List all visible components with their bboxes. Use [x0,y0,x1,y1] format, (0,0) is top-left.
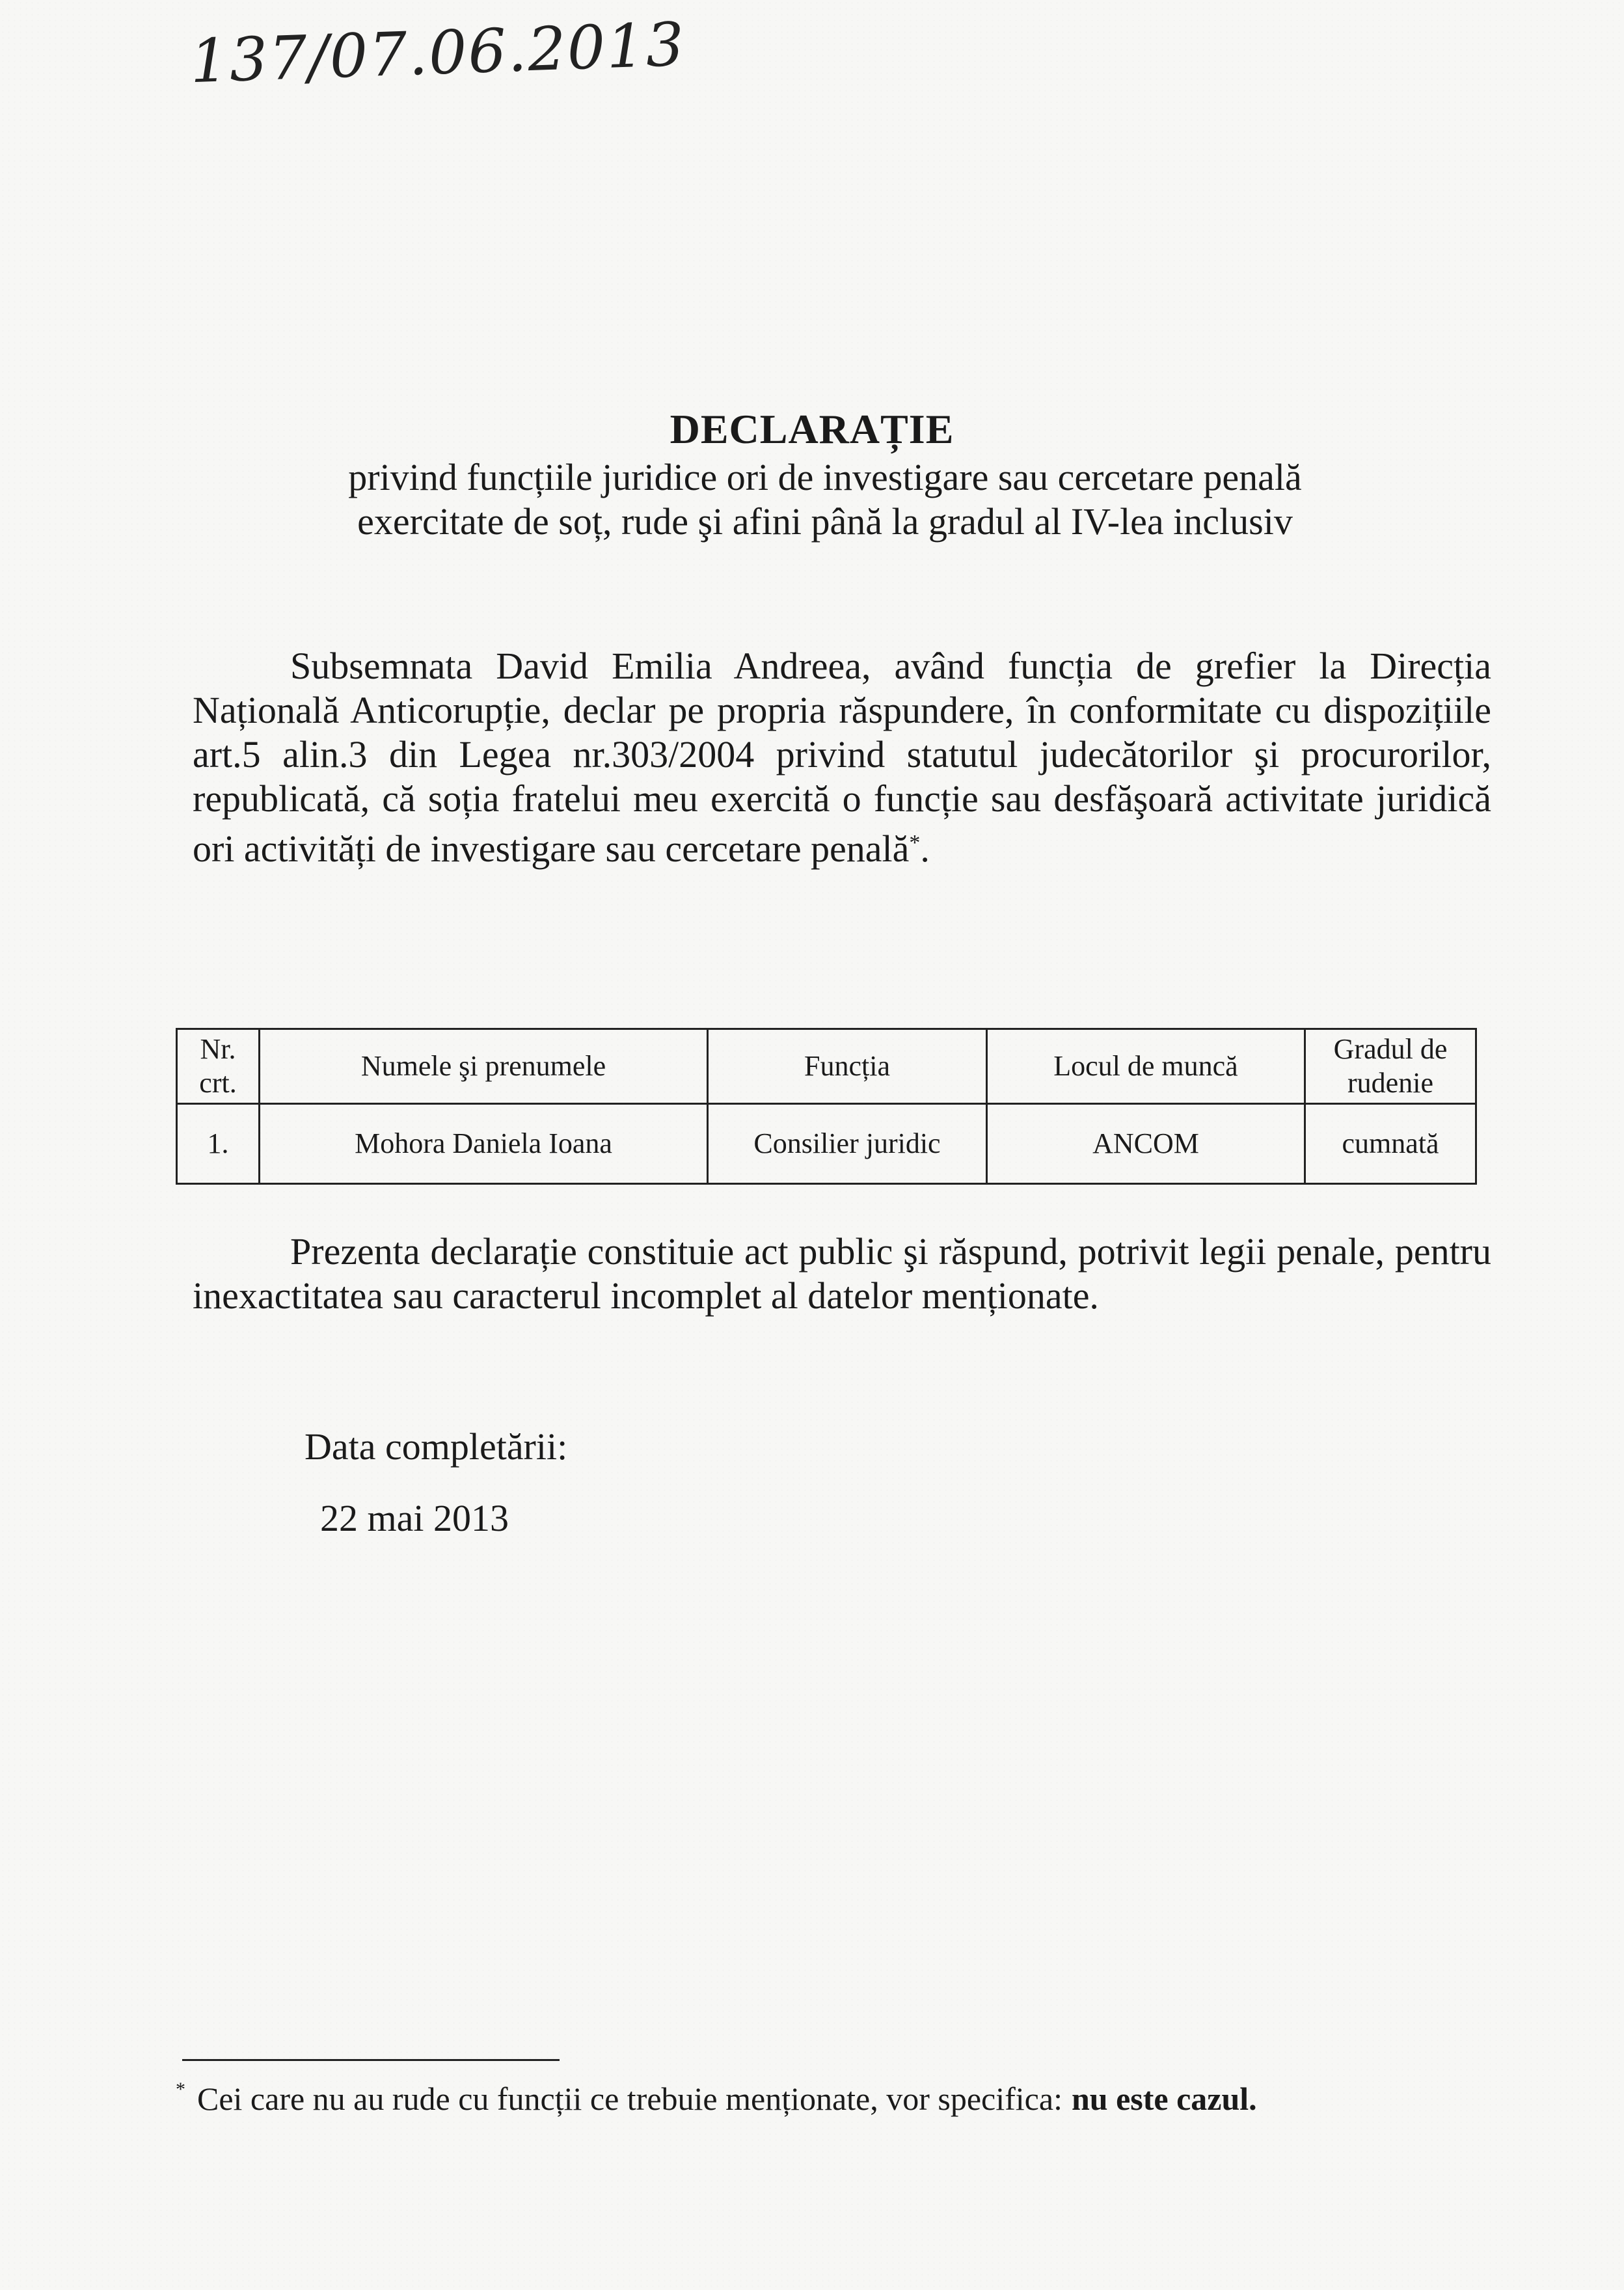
footnote-marker: * [909,831,921,855]
document-subtitle-line-2: exercitate de soț, rude şi afini până la gradul al IV-lea inclusiv [357,500,1293,543]
header-nr-crt: Nr. crt. [177,1029,260,1104]
statement-end: . [920,828,930,870]
cell-function: Consilier juridic [708,1104,987,1184]
completion-date: 22 mai 2013 [320,1497,509,1539]
footnote-star: * [176,2079,185,2100]
footnote-bold-text: nu este cazul. [1071,2081,1257,2117]
statement-paragraph [193,644,1491,871]
document-title: DECLARAȚIE [670,406,954,452]
cell-kinship-degree: cumnată [1305,1104,1476,1184]
document-subtitle-line-1: privind funcțiile juridice ori de investigare sau cercetare penală [348,456,1302,498]
footnote [176,2069,1257,2120]
cell-workplace: ANCOM [987,1104,1305,1184]
closing-statement: Prezenta declarație constituie act public şi răspund, potrivit legii penale, pentru inexactitatea sau caracterul incomplet al datelor menționate. [193,1230,1491,1317]
table-header-row [177,1029,1476,1104]
header-function: Funcția [708,1029,987,1104]
header-kinship-degree: Gradul de rudenie [1305,1029,1476,1104]
header-name: Numele şi prenumele [260,1029,708,1104]
footnote-text: Cei care nu au rude cu funcții ce trebuie menționate, vor specifica: [197,2081,1062,2117]
footnote-divider [182,2059,560,2061]
relatives-table [176,1028,1477,1185]
completion-date-label: Data completării: [304,1425,568,1468]
statement-text: Subsemnata David Emilia Andreea, având funcția de grefier la Direcția Națională Anticorupție, declar pe propria răspundere, în conformitate cu dispozițiile art.5 alin.3 din Legea nr.303/2004 privind statutul judecătorilor şi procurorilor, republicată, că soția fratelui meu exercită o funcție sau desfăşoară activitate juridică ori activități de investigare sau cercetare penală [193,645,1491,870]
header-workplace: Locul de muncă [987,1029,1305,1104]
handwritten-registration-number: 137/07.06.2013 [189,9,686,97]
title-block [0,403,1624,544]
cell-nr-crt: 1. [177,1104,260,1184]
cell-name: Mohora Daniela Ioana [260,1104,708,1184]
table-row [177,1104,1476,1184]
